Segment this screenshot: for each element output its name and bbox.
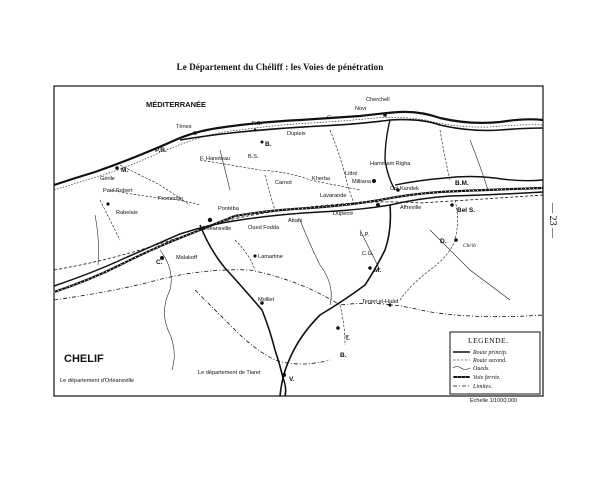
- railway-ticks: [54, 188, 543, 292]
- town-marker: [253, 254, 256, 257]
- map-scale: Echelle 1/1000.000: [470, 398, 518, 404]
- place-label-pontebe: Pontéba: [218, 206, 239, 212]
- town-marker: [254, 129, 257, 132]
- town-marker: [383, 113, 387, 117]
- place-label-cg: C.G.: [362, 251, 374, 257]
- place-label-m-nw: M.: [121, 167, 129, 174]
- place-label-gerile: Gérile: [100, 176, 115, 182]
- place-label-b: B.: [265, 141, 272, 148]
- place-label-cherchell: Cherchell: [366, 97, 390, 103]
- place-label-col-kandek: Col Kandek: [390, 186, 419, 192]
- town-marker: [454, 238, 458, 242]
- place-label-t: T.: [345, 335, 351, 342]
- limit-line-south: [54, 270, 543, 317]
- sea-label: MÉDITERRANÉE: [146, 100, 207, 109]
- place-label-b-south: B.: [340, 352, 347, 359]
- place-label-oued-fodda: Oued Fodda: [248, 225, 280, 231]
- place-label-duperre: Duperré: [333, 211, 354, 217]
- road-main-north: [385, 120, 395, 190]
- coastline: [54, 112, 543, 185]
- place-label-dupleix: Dupleix: [287, 131, 306, 137]
- legend-label-main-road: Route princip.: [473, 350, 508, 356]
- place-label-g: G.: [327, 115, 333, 121]
- place-label-malakoff: Malakoff: [176, 255, 198, 261]
- town-marker: [282, 373, 286, 377]
- place-label-molliet: Molliet: [258, 297, 275, 303]
- place-label-littre: Littré: [345, 171, 358, 177]
- region-label: CHELIF: [64, 353, 104, 365]
- town-marker: [208, 218, 212, 222]
- legend-label-limit: Limites.: [473, 384, 493, 390]
- place-label-c: C.: [156, 259, 163, 266]
- place-label-attafs: Attafs: [288, 218, 303, 224]
- page-title: Le Département du Chéliff : les Voies de pénétration: [176, 62, 384, 72]
- place-label-kherba: Kherba: [312, 176, 331, 182]
- place-label-bm: B.M.: [455, 180, 469, 187]
- road-main-bm: [395, 177, 543, 186]
- place-label-hammam-righa: Hammam Righa: [370, 161, 411, 167]
- department-label-right: Le département de Tiaret: [198, 370, 261, 376]
- legend-label-secondary-road: Route second.: [473, 358, 507, 364]
- department-label-left: Le département d'Orléansville: [60, 378, 135, 384]
- place-label-bel-s: Bel S.: [457, 207, 476, 214]
- place-label-fg: F.G.: [252, 121, 263, 127]
- town-marker: [368, 266, 372, 270]
- place-label-d: D.: [440, 238, 447, 245]
- place-label-lavarande: Lavarande: [320, 193, 347, 199]
- town-marker: [372, 179, 376, 183]
- place-label-tenes: Tènes: [176, 124, 192, 130]
- place-label-m-center: M.: [374, 267, 382, 274]
- page-number-text: — 23 —: [547, 203, 558, 238]
- place-label-v: V.: [289, 376, 295, 383]
- place-label-teniet: Teniet-el-Haâd: [362, 299, 399, 305]
- place-label-chrib: Chrib: [463, 243, 476, 249]
- place-label-orleansville: Orléansville: [202, 226, 232, 232]
- place-label-paul-robert: Paul Robert: [103, 188, 133, 194]
- place-label-rebelais: Rabelais: [116, 210, 138, 216]
- place-label-bs: B.S.: [248, 154, 259, 160]
- town-marker: [261, 141, 264, 144]
- place-label-pr: P.R.: [155, 147, 167, 154]
- place-label-affreville: Affreville: [400, 205, 422, 211]
- coastline-hatch: [54, 117, 543, 190]
- place-label-lp: L.P.: [360, 232, 370, 238]
- place-label-novi: Novi: [355, 106, 367, 112]
- place-label-carnot: Carnot: [275, 180, 292, 186]
- legend: [450, 332, 540, 394]
- place-label-milliana: Milliana: [352, 179, 371, 185]
- town-marker: [106, 202, 109, 205]
- town-marker: [115, 166, 119, 170]
- legend-label-oued: Oueds.: [473, 366, 490, 372]
- legend-label-railway: Voie ferrée.: [473, 375, 501, 381]
- town-marker: [193, 131, 197, 135]
- railway: [54, 188, 543, 292]
- legend-title: LEGENDE.: [468, 336, 509, 345]
- place-label-f-hanoteau: F. Hanoteau: [200, 156, 231, 162]
- town-marker: [336, 326, 340, 330]
- town-marker: [376, 203, 380, 207]
- place-label-fromentin: Fromentin: [158, 196, 184, 202]
- town-marker: [450, 203, 454, 207]
- place-label-lamartine: Lamartine: [258, 254, 283, 260]
